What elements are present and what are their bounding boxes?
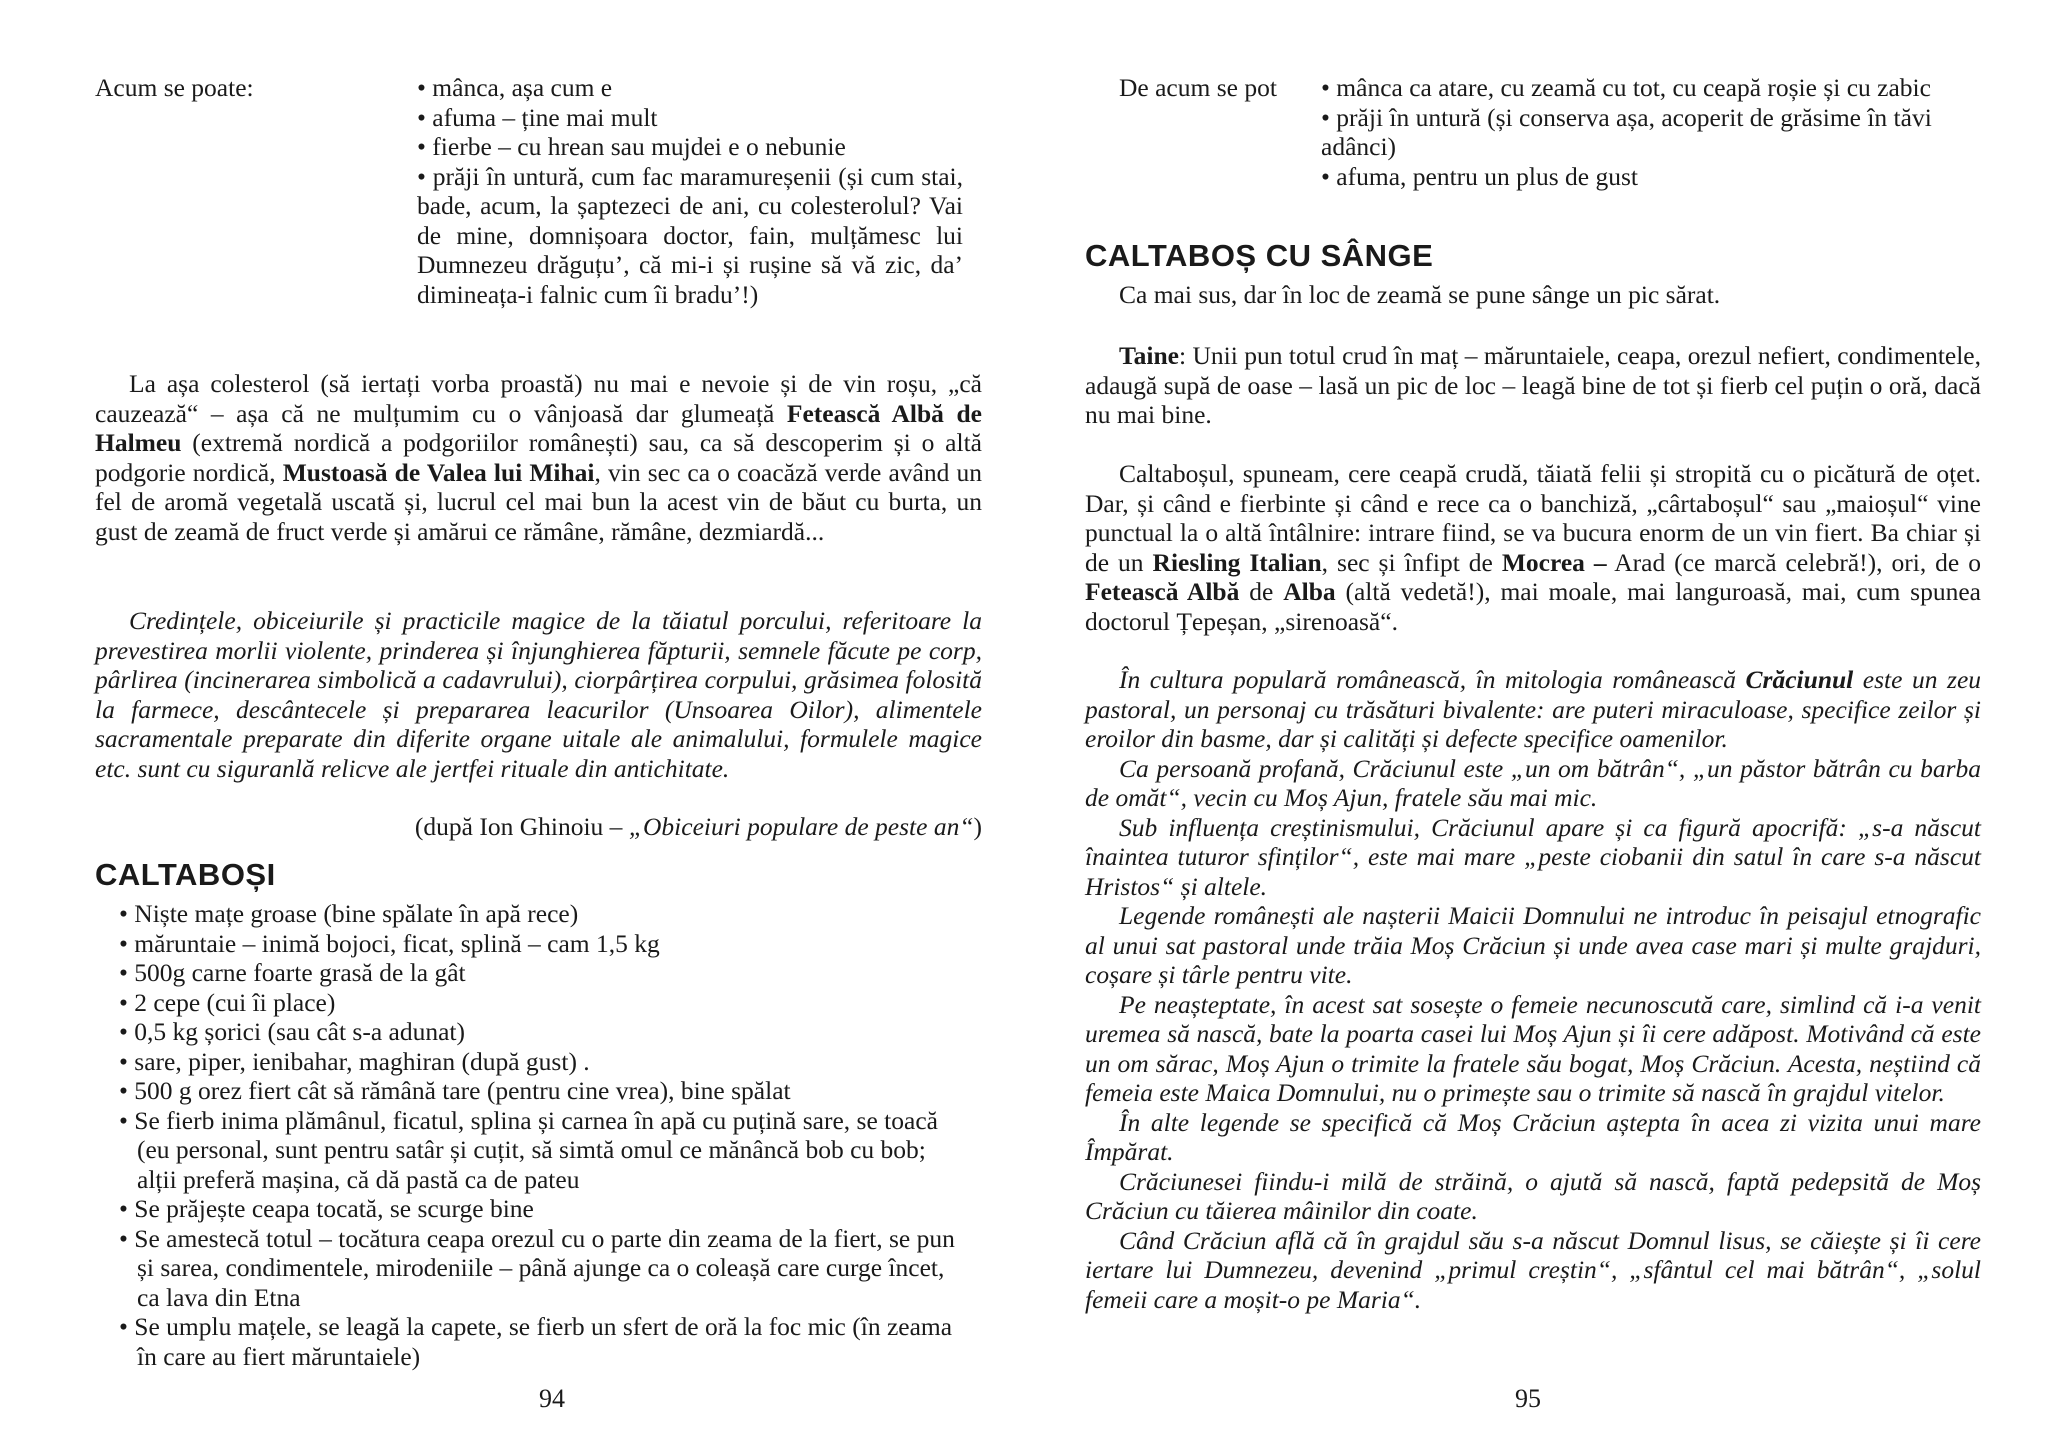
citation-title: „Obiceiuri populare de peste an“	[628, 812, 974, 841]
text-run: de	[1239, 577, 1284, 606]
myth-paragraph: În alte legende se specifică că Moș Crăciun aștepta în acea zi vizita unui mare Împărat.	[1085, 1107, 1981, 1166]
myth-paragraph: Sub influența creștinismului, Crăciunul apare și ca figură apocrifă: „s-a născut înaintea tuturor sfinților“, este mai mare „peste ciobanii din satul în care s-a născut Hristos“ și altele.	[1085, 812, 1981, 901]
myth-paragraph	[1085, 665, 1981, 754]
wine-paragraph	[1085, 459, 1981, 636]
intro-list	[417, 73, 963, 309]
page-number: 95	[1515, 1384, 1541, 1413]
list-item: • 500g carne foarte grasă de la gât	[119, 958, 466, 987]
text-run: Arad (ce marcă celebră!), ori, de o	[1606, 547, 1981, 577]
myth-paragraph: Ca persoană profană, Crăciunul este „un om bătrân“, „un păstor bătrân cu barba de omăt“, vecin cu Moș Ajun, fratele său mai mic.	[1085, 753, 1981, 812]
wine-name: Riesling Italian	[1152, 547, 1322, 577]
text-run: , vin sec ca o coacăză verde având un fel de aromă vegetală uscată și, lucrul cel mai bun la acest vin de băut cu burta, un gust de zeamă de fruct verde și amărui ce rămâne, rămâne, dezmiardă...	[95, 457, 982, 546]
text-run: (altă vedetă!), mai moale, mai languroasă, mai, cum spunea doctorul Țepeșan, „sirenoasă“.	[1085, 577, 1981, 636]
intro-block	[1085, 73, 1981, 191]
wine-name: Fetească Albă de Halmeu	[95, 398, 982, 457]
wine-name: Mustoasă de Valea lui Mihai	[282, 457, 595, 487]
bold-term: Crăciunul	[1745, 665, 1854, 694]
recipe-list	[119, 899, 969, 1371]
ethnographic-quote: Credințele, obiceiurile și practicile magice de la tăiatul porcului, referitoare la prevestirea morlii violente, prinderea și înjunghierea făpturii, semnele făcute pe corp, pârlirea (incinerarea simbolică a cadavrului), ciorpârțirea corpului, grăsimea folosită la farmece, descântecele și prepararea leacurilor (Unsoarea Oilor), alimentele sacramentale preparate din diferite organe uitale ale animalului, formulele magice etc. sunt cu siguranlă relicve ale jertfei rituale din antichitate.	[95, 606, 982, 783]
section-line: Ca mai sus, dar în loc de zeamă se pune sânge un pic sărat.	[1119, 280, 1721, 309]
text-run: este un zeu pastoral, un personaj cu trăsături bivalente: are puteri miraculoase, specifice zeilor și eroilor din basme, dar și calități și defecte specifice oamenilor.	[1085, 665, 1982, 753]
intro-item: • mânca, așa cum e	[417, 73, 613, 102]
intro-block	[95, 73, 985, 309]
text-run: (extremă nordică a podgoriilor românești) sau, ca să descoperim și o altă podgorie nordică,	[95, 428, 982, 487]
myth-section	[1085, 665, 1981, 1314]
myth-paragraph: Când Crăciun află că în grajdul său s-a născut Domnul lisus, se căiește și îi cere iertare lui Dumnezeu, devenind „primul creștin“, „sfântul cel mai bătrân“, „solul femeii care a moșit-o pe Maria“.	[1085, 1225, 1981, 1314]
intro-item: • prăji în untură (și conserva așa, acoperit de grăsime în tăvi adânci)	[1321, 102, 1932, 161]
left-page	[95, 0, 985, 1449]
wine-name: Alba	[1283, 577, 1336, 606]
tip-paragraph	[1085, 341, 1981, 430]
list-item: • Se prăjește ceapa tocată, se scurge bine	[119, 1194, 534, 1223]
tip-label: Taine	[1119, 341, 1180, 370]
list-item: • 500 g orez fiert cât să rămână tare (pentru cine vrea), bine spălat	[119, 1076, 791, 1105]
intro-item: • prăji în untură, cum fac maramureșenii (și cum stai, bade, acum, la șaptezeci de ani, cu colesterolul? Vai de mine, domnișoara doctor, fain, mulțămesc lui Dumnezeu drăguțu’, că mi-i și rușine să vă zic, da’ dimineața-i falnic cum îi bradu’!)	[417, 161, 963, 309]
page-number: 94	[539, 1384, 565, 1413]
intro-label: De acum se pot	[1119, 73, 1277, 102]
right-page	[1085, 0, 1981, 1449]
list-item: • 0,5 kg șorici (sau cât s-a adunat)	[119, 1017, 465, 1046]
citation-suffix: )	[973, 812, 982, 841]
list-item: • Se fierb inima plămânul, ficatul, splina și carnea în apă cu puțină sare, se toacă (eu personal, sunt pentru satâr și cuțit, să simtă omul ce mănâncă bob cu bob; alții preferă mașina, că dă pastă ca de pateu	[119, 1105, 938, 1194]
section-title: CALTABOȘ CU SÂNGE	[1085, 238, 1434, 273]
wine-paragraph	[95, 369, 982, 546]
text-run: , sec și înfipt de	[1321, 547, 1502, 577]
citation-prefix: (după Ion Ghinoiu –	[414, 812, 629, 841]
intro-item: • afuma, pentru un plus de gust	[1321, 161, 1638, 191]
intro-label: Acum se poate:	[95, 73, 254, 102]
list-item: • Se amestecă totul – tocătura ceapa orezul cu o parte din zeama de la fiert, se pun și sarea, condimentele, mirodeniile – până ajunge ca o coleașă care curge încet, ca lava din Etna	[119, 1223, 955, 1312]
text-run: La așa colesterol (să iertați vorba proastă) nu mai e nevoie și de vin roșu, „că cauzează“ – așa că ne mulțumim cu o vânjoasă dar glumeață	[95, 369, 982, 428]
intro-item: • afuma – ține mai mult	[417, 102, 658, 132]
list-item: • măruntaie – inimă bojoci, ficat, splină – cam 1,5 kg	[119, 928, 660, 958]
list-item: • Se umplu mațele, se leagă la capete, se fierb un sfert de oră la foc mic (în zeama în care au fiert măruntaiele)	[119, 1312, 953, 1371]
wine-name: Fetească Albă	[1085, 577, 1240, 606]
list-item: • Niște mațe groase (bine spălate în apă rece)	[119, 899, 579, 928]
intro-item: • mânca ca atare, cu zeamă cu tot, cu ceapă roșie și cu zabic	[1321, 73, 1931, 102]
myth-paragraph: Crăciunesei fiindu-i milă de străină, o ajută să nască, faptă pedepsită de Moș Crăciun cu tăierea mâinilor din coate.	[1085, 1166, 1981, 1225]
text-run: În cultura populară românească, în mitologia românească	[1119, 665, 1746, 694]
section-title: CALTABOȘI	[95, 857, 276, 892]
intro-item: • fierbe – cu hrean sau mujdei e o nebunie	[417, 132, 846, 161]
text-run: Caltaboșul, spuneam, cere ceapă crudă, tăiată felii și stropită cu o picătură de oțet. Dar, și când e fierbinte și când e rece ca o banchiză, „cârtaboșul“ sau „maioșul“ vine punctual la o altă întâlnire: intrare fiind, se va bucura enorm de un vin fiert. Ba chiar și de un	[1085, 459, 1981, 577]
intro-list	[1321, 73, 1961, 191]
wine-name: Mocrea –	[1501, 547, 1607, 577]
quote-citation	[95, 812, 982, 842]
list-item: • sare, piper, ienibahar, maghiran (după gust) .	[119, 1046, 590, 1076]
text-run: : Unii pun totul crud în maț – măruntaiele, ceapa, orezul nefiert, condimentele, adaugă supă de oase – lasă un pic de loc – leagă bine de tot și fierb cel puțin o oră, dacă nu mai bine.	[1085, 341, 1981, 429]
myth-paragraph: Pe neașteptate, în acest sat sosește o femeie necunoscută care, simlind că i-a venit uremea să nască, bate la poarta casei lui Moș Ajun și îi cere adăpost. Motivând că este un om sărac, Moș Ajun o trimite la fratele său bogat, Moș Crăciun. Acesta, neștiind că femeia este Maica Domnului, nu o primește sau o trimite să nască în grajdul vitelor.	[1085, 989, 1981, 1107]
myth-paragraph: Legende românești ale nașterii Maicii Domnului ne introduc în peisajul etnografic al unui sat pastoral unde trăia Moș Crăciun și unde avea case mari și multe grajduri, coșare și târle pentru vite.	[1085, 901, 1981, 989]
list-item: • 2 cepe (cui îi place)	[119, 987, 336, 1017]
